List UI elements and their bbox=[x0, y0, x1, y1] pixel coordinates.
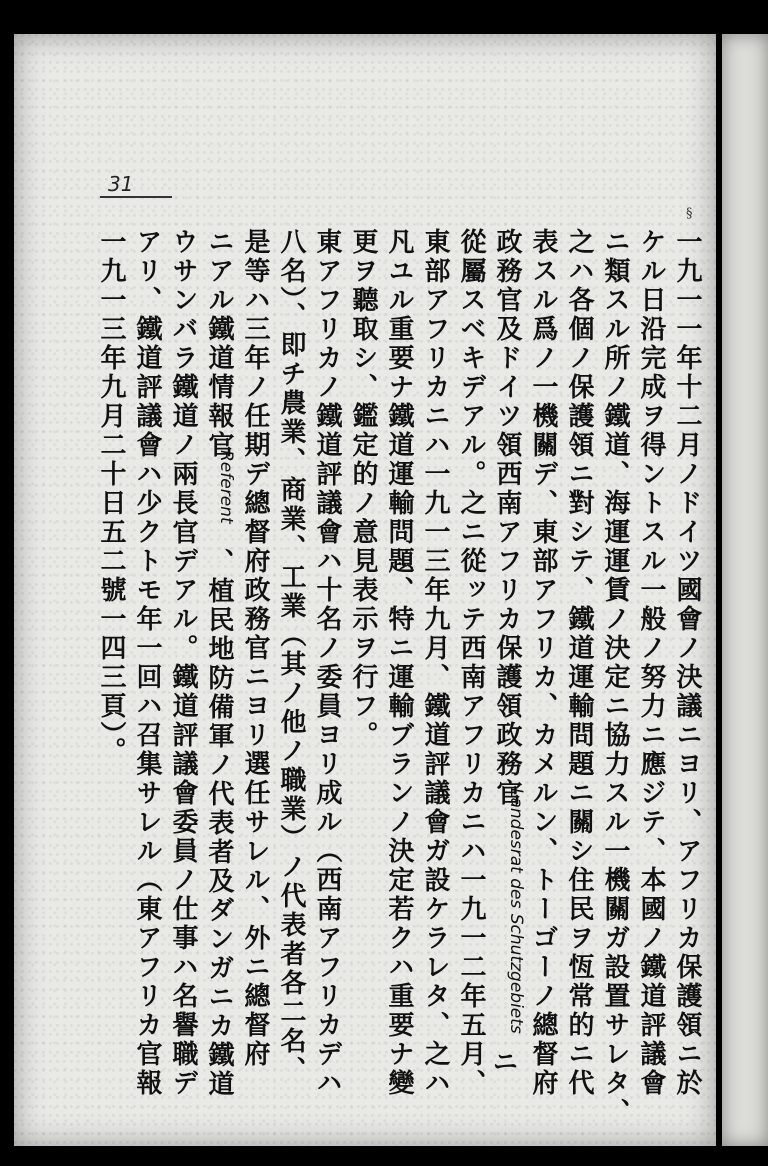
text-column-8: 東部アフリカニハ一九一三年九月、鐵道評議會ガ設ケラレタ、之ハ bbox=[420, 228, 450, 1098]
text-column-4: 之ハ各個ノ保護領ニ對シテ、鐵道運輸問題ニ關シ住民ヲ恆常的ニ代 bbox=[564, 228, 594, 1098]
text-column-5: 表スル爲ノ一機關デ、東部アフリカ、カメルン、トーゴーノ總督府 bbox=[528, 228, 558, 1098]
vertical-text-body bbox=[96, 228, 708, 1127]
text-column-15: ウサンバラ鐵道ノ兩長官デアル。鐵道評議會委員ノ仕事ハ名譽職デ bbox=[168, 228, 198, 1098]
annotation-landesrat: Landesrat des Schutzgebiets bbox=[506, 788, 526, 1034]
text-column-14: ニアル鐵道情報官 bbox=[204, 228, 234, 460]
text-column-16: アリ、鐵道評議會ハ少クトモ年一回ハ召集サレル（東アフリカ官報 bbox=[132, 228, 162, 1098]
page-number-rule bbox=[100, 196, 172, 198]
text-column-2: ケル日沿完成ヲ得ントスル一般ノ努力ニ應ジテ、本國ノ鐵道評議會 bbox=[636, 228, 666, 1098]
text-column-7: 從屬スベキデアル。之ニ從ッテ西南アフリカニハ一九一二年五月、 bbox=[456, 228, 486, 1098]
text-column-6: 政務官及ドイツ領西南アフリカ保護領政務官 bbox=[492, 228, 522, 808]
text-column-17: 一九一三年九月二十日五二號一四三頁）。 bbox=[96, 228, 126, 766]
text-column-9: 凡ユル重要ナ鐵道運輸問題、特ニ運輸ブランノ決定若クハ重要ナ變 bbox=[384, 228, 414, 1098]
text-column-10: 更ヲ聽取シ、鑑定的ノ意見表示ヲ行フ。 bbox=[348, 228, 378, 750]
text-column-11: 東アフリカノ鐵道評議會ハ十名ノ委員ヨリ成ル（西南アフリカデハ bbox=[312, 228, 342, 1098]
annotation-referent: Referent bbox=[216, 450, 236, 524]
page-number: 31 bbox=[108, 172, 134, 196]
text-column-6-tail: ニ bbox=[488, 1048, 518, 1077]
adjacent-page-edge bbox=[722, 34, 768, 1146]
header-mark: § bbox=[686, 206, 693, 221]
text-column-14-tail: 、植民地防備軍ノ代表者及ダンガニカ鐵道 bbox=[204, 548, 234, 1099]
text-column-12: 八名）、即チ農業、商業、工業（其ノ他ノ職業）ノ代表者各二名、 bbox=[276, 228, 306, 1085]
text-column-3: ニ類スル所ノ鐵道、海運運賃ノ決定ニ協力スル一機關ガ設置サレタ、 bbox=[600, 228, 630, 1127]
text-column-1: 一九一一年十二月ノドイツ國會ノ決議ニヨリ、アフリカ保護領ニ於 bbox=[672, 228, 702, 1098]
text-column-13: 是等ハ三年ノ任期デ總督府政務官ニヨリ選任サレル、外ニ總督府 bbox=[240, 228, 270, 1069]
